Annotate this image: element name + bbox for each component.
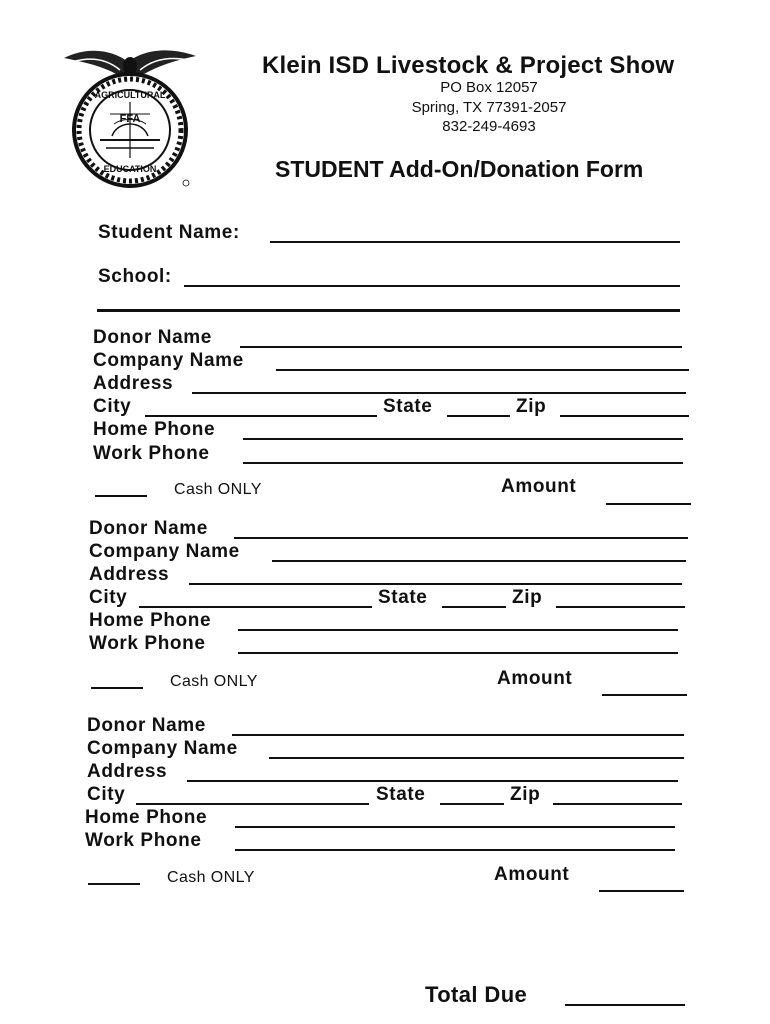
home-phone-label: Home Phone bbox=[89, 610, 212, 631]
company-name-label: Company Name bbox=[93, 350, 244, 371]
logo-top-text: AGRICULTURAL bbox=[94, 90, 166, 100]
address-label: Address bbox=[87, 761, 168, 782]
cash-only-checkbox-line[interactable] bbox=[91, 687, 143, 689]
city-field[interactable] bbox=[145, 415, 377, 417]
school-label: School: bbox=[98, 266, 172, 287]
address-label: Address bbox=[89, 564, 170, 585]
cash-only-label: Cash ONLY bbox=[174, 481, 262, 498]
address-label: Address bbox=[93, 373, 174, 394]
zip-field[interactable] bbox=[556, 606, 685, 608]
zip-label: Zip bbox=[510, 784, 541, 805]
work-phone-field[interactable] bbox=[243, 462, 683, 464]
city-field[interactable] bbox=[139, 606, 372, 608]
address-field[interactable] bbox=[189, 583, 682, 585]
city-label: City bbox=[89, 587, 128, 608]
work-phone-label: Work Phone bbox=[93, 443, 210, 464]
city-label: City bbox=[93, 396, 132, 417]
state-field[interactable] bbox=[442, 606, 506, 608]
donor-name-field[interactable] bbox=[240, 346, 682, 348]
amount-field[interactable] bbox=[599, 890, 684, 892]
work-phone-field[interactable] bbox=[238, 652, 678, 654]
state-field[interactable] bbox=[440, 803, 504, 805]
donor-name-field[interactable] bbox=[232, 734, 684, 736]
home-phone-field[interactable] bbox=[235, 826, 675, 828]
zip-field[interactable] bbox=[553, 803, 682, 805]
home-phone-label: Home Phone bbox=[93, 419, 216, 440]
state-label: State bbox=[378, 587, 428, 608]
amount-label: Amount bbox=[501, 476, 577, 497]
state-field[interactable] bbox=[447, 415, 510, 417]
phone-number: 832-249-4693 bbox=[442, 118, 536, 135]
company-name-field[interactable] bbox=[276, 369, 689, 371]
state-label: State bbox=[383, 396, 433, 417]
cash-only-label: Cash ONLY bbox=[167, 869, 255, 886]
work-phone-label: Work Phone bbox=[85, 830, 202, 851]
donor-name-label: Donor Name bbox=[87, 715, 206, 736]
company-name-label: Company Name bbox=[87, 738, 238, 759]
school-field-line-2[interactable] bbox=[97, 309, 680, 312]
amount-field[interactable] bbox=[606, 503, 691, 505]
work-phone-field[interactable] bbox=[235, 849, 675, 851]
logo-bottom-text: EDUCATION bbox=[103, 164, 157, 174]
address-field[interactable] bbox=[192, 392, 686, 394]
state-label: State bbox=[376, 784, 426, 805]
work-phone-label: Work Phone bbox=[89, 633, 206, 654]
student-name-field[interactable] bbox=[270, 241, 680, 243]
address-line-1: PO Box 12057 bbox=[440, 79, 538, 96]
show-title: Klein ISD Livestock & Project Show bbox=[262, 52, 675, 79]
cash-only-label: Cash ONLY bbox=[170, 673, 258, 690]
form-title: STUDENT Add-On/Donation Form bbox=[275, 156, 644, 182]
total-due-field[interactable] bbox=[565, 1004, 685, 1006]
home-phone-field[interactable] bbox=[243, 438, 683, 440]
address-line-2: Spring, TX 77391-2057 bbox=[411, 99, 567, 116]
cash-only-checkbox-line[interactable] bbox=[88, 883, 140, 885]
amount-label: Amount bbox=[497, 668, 573, 689]
company-name-label: Company Name bbox=[89, 541, 240, 562]
total-due-label: Total Due bbox=[425, 982, 528, 1007]
company-name-field[interactable] bbox=[269, 757, 684, 759]
donor-name-label: Donor Name bbox=[89, 518, 208, 539]
company-name-field[interactable] bbox=[272, 560, 686, 562]
donor-name-label: Donor Name bbox=[93, 327, 212, 348]
school-field[interactable] bbox=[184, 285, 680, 287]
zip-label: Zip bbox=[516, 396, 547, 417]
cash-only-checkbox-line[interactable] bbox=[95, 495, 147, 497]
city-field[interactable] bbox=[136, 803, 369, 805]
home-phone-field[interactable] bbox=[238, 629, 678, 631]
amount-label: Amount bbox=[494, 864, 570, 885]
logo-letters: FFA bbox=[119, 113, 141, 125]
amount-field[interactable] bbox=[602, 694, 687, 696]
student-name-label: Student Name: bbox=[98, 222, 240, 243]
ffa-emblem-logo bbox=[58, 40, 203, 190]
city-label: City bbox=[87, 784, 126, 805]
donor-name-field[interactable] bbox=[234, 537, 688, 539]
zip-field[interactable] bbox=[560, 415, 689, 417]
address-field[interactable] bbox=[187, 780, 678, 782]
home-phone-label: Home Phone bbox=[85, 807, 208, 828]
zip-label: Zip bbox=[512, 587, 543, 608]
